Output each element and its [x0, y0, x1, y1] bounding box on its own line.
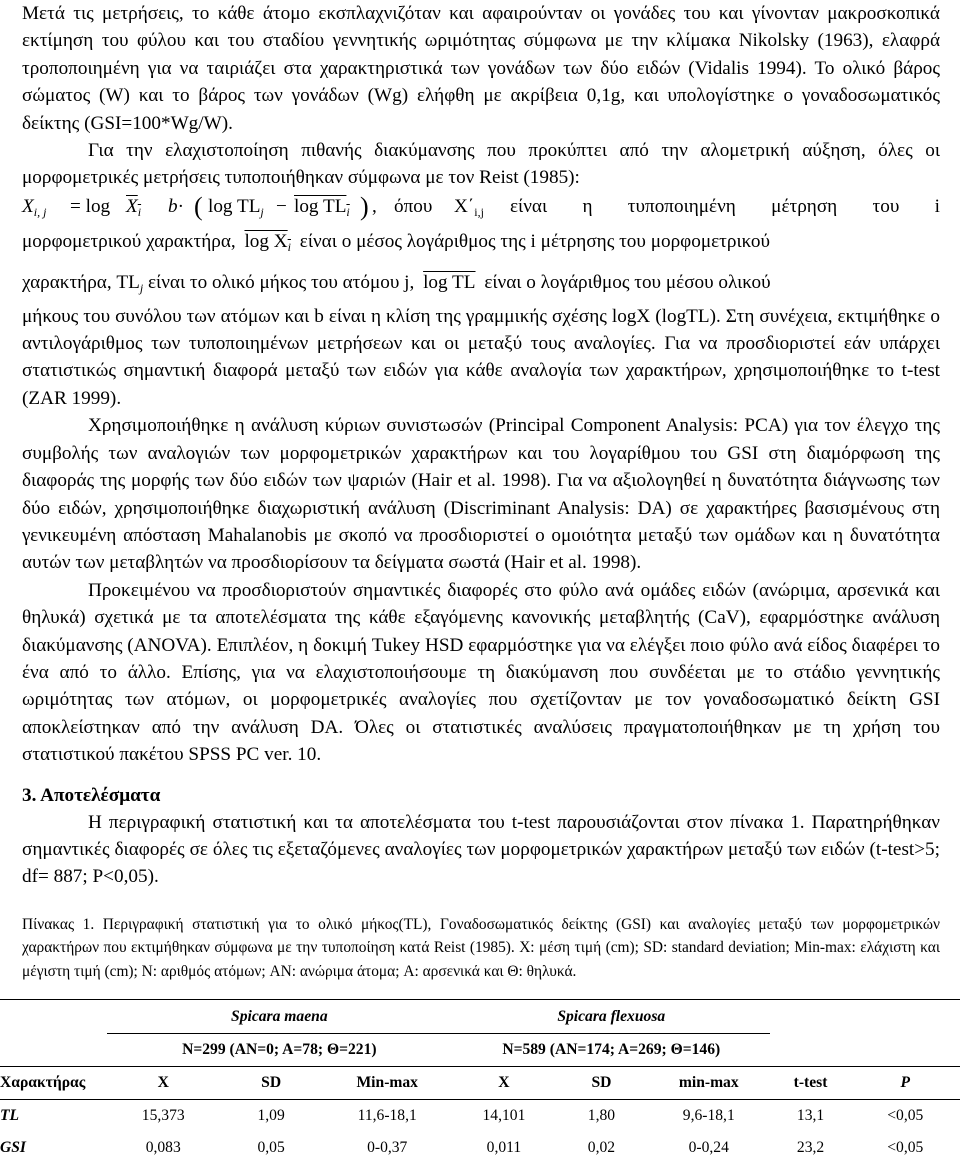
table-row	[0, 1100, 960, 1133]
table-cell: 0,02	[587, 1139, 616, 1156]
paragraph-2-continued: μήκους του συνόλου των ατόμων και b είναι η κλίση της γραμμικής σχέσης logX (logTL). Στη συνέχεια, εκτιμήθηκε ο αντιλογάριθμος των τυποποιημένων μετρήσεων και οι μεταξύ τους αναλογίες. Για να προσδιοριστεί εάν υπάρχει στατιστικώς σημαντική διαφορά μεταξύ των ειδών για κάθε αναλογία των χαρακτήρων, χρησιμοποιήθηκε το t-test (ZAR 1999).	[22, 305, 940, 409]
col-header: Min-max	[356, 1074, 418, 1091]
table-cell: 0,083	[145, 1139, 181, 1156]
species-2-n: N=589 (AN=174; A=269; Θ=146)	[452, 1034, 770, 1067]
section-title: 3. Αποτελέσματα	[22, 784, 161, 806]
formula-explanation-1: μορφομετρικού χαρακτήρα, $\log X_i$ είναι ο μέσος λογάριθμος της i μέτρησης του μορφομετρικού	[22, 230, 770, 254]
col-header: min-max	[678, 1074, 739, 1091]
table-cell: <0,05	[887, 1107, 924, 1124]
table-n-row	[0, 1034, 960, 1067]
table-cell: 14,101	[482, 1107, 526, 1124]
table-species-row	[0, 1001, 960, 1034]
paragraph-5: Η περιγραφική στατιστική και τα αποτελέσματα του t-test παρουσιάζονται στον πίνακα 1. Παρατηρήθηκαν σημαντικές διαφορές σε όλες τις εξεταζόμενες αναλογίες των μορφομετρικών χαρακτήρων μεταξύ των ειδών (t-test>5; df= 887; P<0,05).	[22, 811, 940, 888]
table-cell: 0,011	[486, 1139, 522, 1156]
col-header: SD	[591, 1074, 612, 1091]
table-cell: 9,6-18,1	[682, 1107, 735, 1124]
col-header: SD	[261, 1074, 282, 1091]
table-cell: GSI	[0, 1139, 27, 1156]
results-table	[0, 1001, 960, 1164]
species-1-n: N=299 (AN=0; A=78; Θ=221)	[107, 1034, 453, 1067]
table-header-row	[0, 1067, 960, 1100]
reist-formula: $X_{i, j}$ = log $X_i$ b· ( $\log TL_j$ − $\log TL_i$ ) , όπου $X΄_{i,j}$ είναι η τυποποιημένη μέτρηση του i	[22, 191, 940, 221]
paragraph-1: Μετά τις μετρήσεις, το κάθε άτομο εκσπλαχνιζόταν και αφαιρούνταν οι γονάδες του και γίνονταν μακροσκοπικά εκτίμηση του φύλου και του σταδίου γεννητικής ωριμότητας σύμφωνα με την κλίμακα Nikolsky (1963), ελαφρά τροποποιημένη για να ταιριάζει στα χαρακτηριστικά των γονάδων των δύο ειδών (Vidalis 1994). Το ολικό βάρος σώματος (W) και το βάρος των γονάδων (Wg) ελήφθη με ακρίβεια 0,1g, και υπολογίστηκε ο γοναδοσωματικός δείκτης (GSI=100*Wg/W).	[22, 3, 940, 134]
col-header: Χαρακτήρας	[0, 1074, 86, 1091]
paper-page	[22, 0, 940, 983]
table-cell: 15,373	[141, 1107, 185, 1124]
species-1-header: Spicara maena	[231, 1008, 328, 1025]
table-cell: TL	[0, 1107, 20, 1124]
species-2-header: Spicara flexuosa	[557, 1008, 666, 1025]
paragraph-4: Προκειμένου να προσδιοριστούν σημαντικές διαφορές στο φύλο ανά ομάδες ειδών (ανώριμα, αρσενικά και θηλυκά) σχετικά με τα αποτελέσματα της κάθε εξαγόμενης κανονικής μεταβλητής (CaV), εφαρμόστηκε ανάλυση διακύμανσης (ANOVA). Επιπλέον, η δοκιμή Tukey HSD εφαρμόστηκε για να ελέγξει ποιο φύλο ανά είδος διαφέρει το ένα από το άλλο. Επίσης, για να ελαχιστοποιήσουμε τη διακύμανση που συνδέεται με το στάδιο γεννητικής ωριμότητας των ατόμων, οι μορφομετρικές αναλογίες που σχετίζονταν με τον γοναδοσωματικό δείκτη GSI αποκλείστηκαν από την ανάλυση DA. Όλες οι στατιστικές αναλύσεις πραγματοποιήθηκαν με τη χρήση του στατιστικού πακέτου SPSS PC ver. 10.	[22, 579, 940, 766]
table-cell: 0-0,24	[688, 1139, 729, 1156]
col-header: X	[498, 1074, 510, 1091]
table-cell: 1,09	[257, 1107, 285, 1124]
paragraph-3: Χρησιμοποιήθηκε η ανάλυση κύριων συνιστωσών (Principal Component Analysis: PCA) για τον έλεγχο της συμβολής των αναλογιών των μορφομετρικών χαρακτήρων και του λογαρίθμου του GSI στη διαμόρφωση της διαφοράς της μορφής των δύο ειδών των ψαριών (Hair et al. 1998). Για να αξιολογηθεί η δυνατότητα διάγνωσης των δύο ειδών, χρησιμοποιήθηκε διαχωριστική ανάλυση (Discriminant Analysis: DA) σε χαρακτήρες βασισμένους στη γενικευμένη απόσταση Mahalanobis με σκοπό να προσδιοριστεί ο ομοιότητα μεταξύ των ομάδων και η δυνατότητα αυτών των μεταβλητών να προσδιορίσουν τα δείγματα σωστά (Hair et al. 1998).	[22, 415, 940, 574]
table-cell: 13,1	[796, 1107, 825, 1124]
table-cell: 23,2	[796, 1139, 825, 1156]
col-header: t-test	[793, 1074, 828, 1091]
table-cell: 11,6-18,1	[357, 1107, 417, 1124]
table-cell: 0-0,37	[367, 1139, 408, 1156]
paragraph-2-intro: Για την ελαχιστοποίηση πιθανής διακύμανσης που προκύπτει από την αλομετρική αύξηση, όλες οι μορφομετρικές μετρήσεις τυποποιήθηκαν σύμφωνα με τον Reist (1985):	[22, 140, 940, 189]
table-cell: 1,80	[587, 1107, 616, 1124]
table-cell: <0,05	[887, 1139, 924, 1156]
col-header: X	[157, 1074, 169, 1091]
col-header: P	[900, 1074, 911, 1091]
table-caption: Πίνακας 1. Περιγραφική στατιστική για το ολικό μήκος(TL), Γοναδοσωματικός δείκτης (GSI) και αναλογίες μεταξύ των μορφομετρικών χαρακτήρων που εκτιμήθηκαν σύμφωνα με την τυποποίηση κατά Reist (1985). X: μέση τιμή (cm); SD: standard deviation; Min-max: ελάχιστη και μέγιστη τιμή (cm); N: αριθμός ατόμων; AN: ανώριμα άτομα; A: αρσενικά και Θ: θηλυκά.	[22, 915, 940, 980]
table-cell: 0,05	[257, 1139, 285, 1156]
formula-explanation-2: χαρακτήρα, $TL_j$ είναι το ολικό μήκος του ατόμου j, log TL είναι ο λογάριθμος του μέσου ολικού	[22, 272, 771, 296]
